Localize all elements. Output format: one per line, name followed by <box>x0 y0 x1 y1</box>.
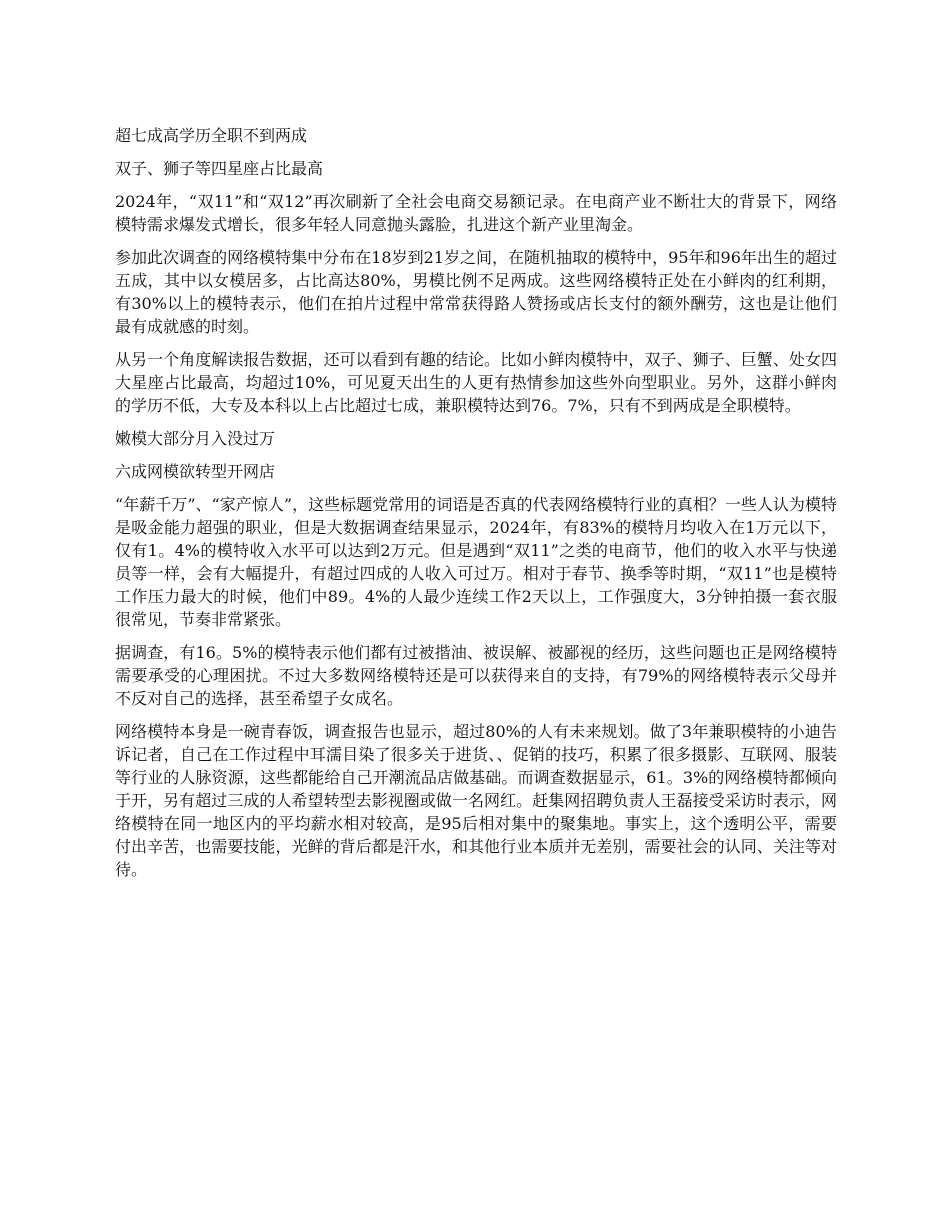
section-heading: 双子、狮子等四星座占比最高 <box>115 159 324 178</box>
body-paragraph: “年薪千万”、“家产惊人”，这些标题党常用的词语是否真的代表网络模特行业的真相？一些人认为模特是吸金能力超强的职业，但是大数据调查结果显示，2024年，有83%的模特月均收入在1万元以下，仅有1。4%的模特收入水平可以达到2万元。但是遇到“双11”之类的电商节，他们的收入水平与快递员等一样，会有大幅提升，有超过四成的人收入可过万。相对于春节、换季等时期，“双11”也是模特工作压力最大的时候，他们中89。4%的人最少连续工作2天以上，工作强度大，3分钟拍摄一套衣服很常见，节奏非常紧张。 <box>115 495 837 629</box>
body-paragraph: 网络模特本身是一碗青春饭，调查报告也显示，超过80%的人有未来规划。做了3年兼职模特的小迪告诉记者，自己在工作过程中耳濡目染了很多关于进货、、促销的技巧，积累了很多摄影、互联网、服装等行业的人脉资源，这些都能给自己开潮流品店做基础。而调查数据显示，61。3%的网络模特都倾向于开，另有超过三成的人希望转型去影视圈或做一名网红。赶集网招聘负责人王磊接受采访时表示，网络模特在同一地区内的平均薪水相对较高，是95后相对集中的聚集地。事实上，这个透明公平，需要付出辛苦，也需要技能，光鲜的背后都是汗水，和其他行业本质并无差别，需要社会的认同、关注等对待。 <box>115 722 837 879</box>
body-paragraph: 参加此次调查的网络模特集中分布在18岁到21岁之间，在随机抽取的模特中，95年和96年出生的超过五成，其中以女模居多，占比高达80%，男模比例不足两成。这些网络模特正处在小鲜肉的红利期，有30%以上的模特表示，他们在拍片过程中常常获得路人赞扬或店长支付的额外酬劳，这也是让他们最有成就感的时刻。 <box>115 248 837 336</box>
section-heading: 嫩模大部分月入没过万 <box>115 429 276 448</box>
section-heading: 六成网模欲转型开网店 <box>115 462 276 481</box>
body-paragraph: 据调查，有16。5%的模特表示他们都有过被揩油、被误解、被鄙视的经历，这些问题也正是网络模特需要承受的心理困扰。不过大多数网络模特还是可以获得来自的支持，有79%的网络模特表示父母并不反对自己的选择，甚至希望子女成名。 <box>115 643 837 708</box>
body-paragraph: 2024年，“双11”和“双12”再次刷新了全社会电商交易额记录。在电商产业不断壮大的背景下，网络模特需求爆发式增长，很多年轻人同意抛头露脸，扎进这个新产业里淘金。 <box>115 192 837 234</box>
body-paragraph: 从另一个角度解读报告数据，还可以看到有趣的结论。比如小鲜肉模特中，双子、狮子、巨蟹、处女四大星座占比最高，均超过10%，可见夏天出生的人更有热情参加这些外向型职业。另外，这群小鲜肉的学历不低，大专及本科以上占比超过七成，兼职模特达到76。7%，只有不到两成是全职模特。 <box>115 350 837 415</box>
document-page <box>115 124 837 891</box>
section-heading: 超七成高学历全职不到两成 <box>115 126 308 145</box>
